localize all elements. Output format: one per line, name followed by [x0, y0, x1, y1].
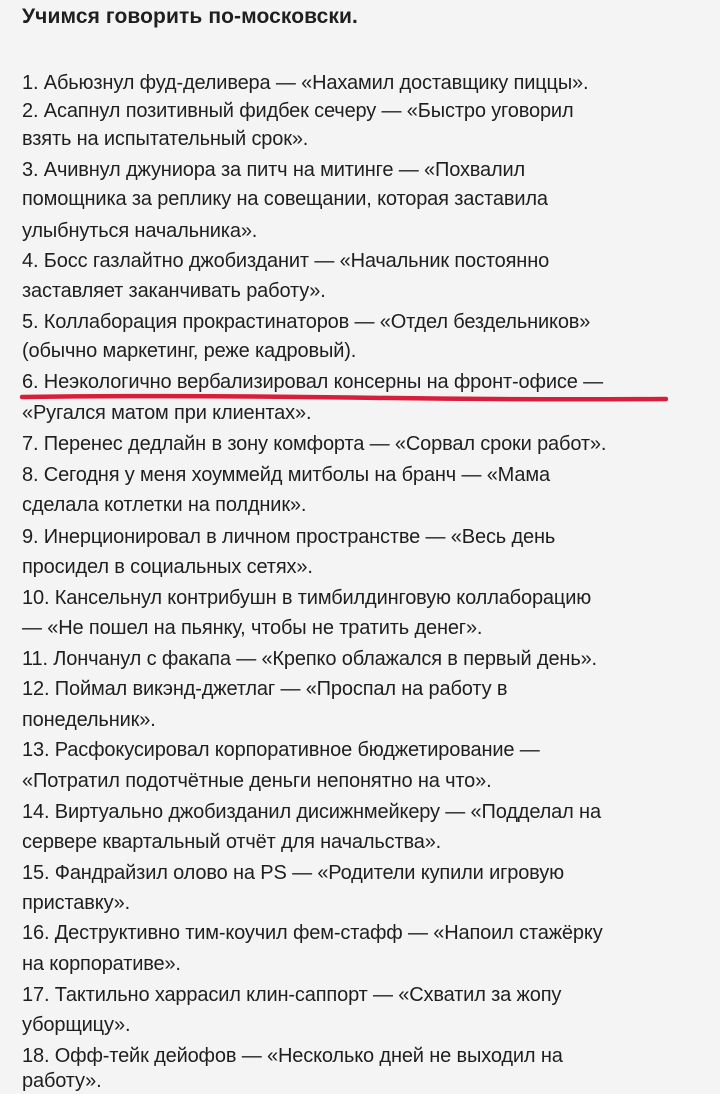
text-line: «Ругался матом при клиентах». [22, 402, 312, 424]
text-line-underlined: 6. Неэкологично вербализировал консерны на фронт-офисе — [22, 371, 603, 393]
text-line: (обычно маркетинг, реже кадровый). [22, 340, 357, 362]
text-line: работу». [22, 1070, 102, 1092]
text-line: уборщицу». [22, 1014, 131, 1036]
text-line: 3. Ачивнул джуниора за питч на митинге — «Похвалил [22, 159, 526, 181]
text-line: — «Не пошел на пьянку, чтобы не тратить денег». [22, 617, 483, 639]
document-title: Учимся говорить по-московски. [22, 5, 358, 28]
text-line: понедельник». [22, 709, 156, 731]
text-line: просидел в социальных сетях». [22, 556, 313, 578]
text-line: 1. Абьюзнул фуд-деливера — «Нахамил доставщику пиццы». [22, 72, 589, 94]
text-line: 16. Деструктивно тим-коучил фем-стафф — «Напоил стажёрку [22, 922, 603, 944]
text-line: 5. Коллаборация прокрастинаторов — «Отдел бездельников» [22, 311, 591, 333]
text-line: 4. Босс газлайтно джобизданит — «Начальник постоянно [22, 250, 550, 272]
text-line: 13. Расфокусировал корпоративное бюджетирование — [22, 739, 540, 761]
text-line: сделала котлетки на полдник». [22, 494, 307, 516]
text-line: 17. Тактильно харрасил клин-саппорт — «Схватил за жопу [22, 984, 562, 1006]
text-line: заставляет заканчивать работу». [22, 280, 326, 302]
text-line: 8. Сегодня у меня хоуммейд митболы на бранч — «Мама [22, 464, 550, 486]
text-line: на корпоративе». [22, 953, 181, 975]
text-line: 12. Поймал викэнд-джетлаг — «Проспал на работу в [22, 678, 508, 700]
text-line: «Потратил подотчётные деньги непонятно на что». [22, 770, 492, 792]
text-line: 15. Фандрайзил олово на PS — «Родители купили игровую [22, 862, 564, 884]
text-line: приставку». [22, 892, 131, 914]
text-line: улыбнуться начальника». [22, 220, 258, 242]
text-line: сервере квартальный отчёт для начальства». [22, 831, 442, 853]
text-line: 9. Инерционировал в личном пространстве — «Весь день [22, 526, 556, 548]
text-line: 14. Виртуально джобизданил дисижнмейкеру — «Подделал на [22, 801, 601, 823]
text-line: взять на испытательный срок». [22, 128, 309, 150]
text-line: 2. Асапнул позитивный фидбек сечеру — «Быстро уговорил [22, 100, 574, 122]
text-line: помощника за реплику на совещании, которая заставила [22, 188, 548, 210]
text-line: 7. Перенес дедлайн в зону комфорта — «Сорвал сроки работ». [22, 433, 607, 455]
text-line: 11. Лончанул с факапа — «Крепко облажался в первый день». [22, 648, 597, 670]
text-line: 10. Кансельнул контрибушн в тимбилдинговую коллаборацию [22, 587, 592, 609]
text-line: 18. Офф-тейк дейофов — «Несколько дней не выходил на [22, 1045, 563, 1067]
